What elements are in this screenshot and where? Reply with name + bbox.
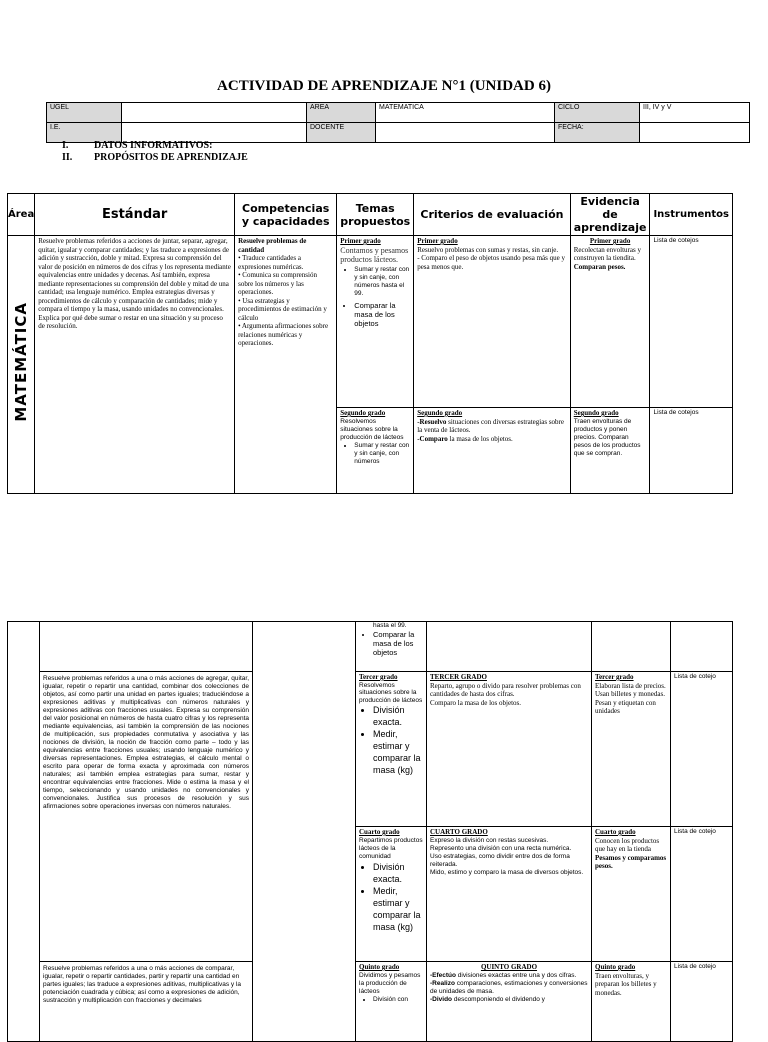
tema-quinto-cell xyxy=(356,962,427,1042)
tema-item: • Medir, estimar y comparar la masa (kg) xyxy=(373,728,423,776)
tema-text: Dividimos y pesamos la producción de lácteos xyxy=(359,971,421,995)
evidencia-text: Recolectan envolturas y construyen la tiendita. xyxy=(573,245,641,262)
instrumento-cont-cell xyxy=(671,622,733,672)
grado-label: Cuarto grado xyxy=(595,828,636,836)
header-competencias: Competencias y capacidades xyxy=(235,194,337,236)
competencia-item: • Comunica su comprensión sobre los números y las operaciones. xyxy=(238,271,317,296)
grado-label: Segundo grado xyxy=(573,409,619,417)
page-title: ACTIVIDAD DE APRENDIZAJE N°1 (UNIDAD 6) xyxy=(217,78,551,94)
competencia-item: • Usa estrategias y procedimientos de estimación y cálculo xyxy=(238,296,327,322)
header-criterios: Criterios de evaluación xyxy=(414,194,571,236)
criterio-item: Resuelvo problemas con sumas y restas, sin canje. xyxy=(417,245,559,254)
evidencia-cuarto-cell xyxy=(592,827,671,962)
evidencia-cont-cell xyxy=(592,622,671,672)
grado-label: Cuarto grado xyxy=(359,828,400,836)
ugel-label: UGEL xyxy=(47,103,122,123)
tema-text: Repartimos productos lácteos de la comunidad xyxy=(359,836,423,860)
tema-item: • División con xyxy=(373,996,423,1004)
instrumento-quinto-cell: Lista de cotejo xyxy=(671,962,733,1042)
instrumento-primer-cell: Lista de cotejos xyxy=(650,236,733,408)
criterio-item: -Efectúo divisiones exactas entre una y dos cifras. xyxy=(430,971,577,979)
evidencia-bold: Pesamos y comparamos pesos. xyxy=(595,853,667,870)
tema-text: Contamos y pesamos productos lácteos. xyxy=(340,245,409,264)
grado-label: Tercer grado xyxy=(359,673,398,681)
header-instrumentos: Instrumentos xyxy=(650,194,733,236)
criterio-title: CUARTO GRADO xyxy=(430,828,488,836)
instrumento-cuarto-cell: Lista de cotejo xyxy=(671,827,733,962)
ciclo-value: III, IV y V xyxy=(640,103,750,123)
criterio-item: Represento una división con una recta numérica. xyxy=(430,844,572,852)
criterio-item: Uso estrategias, como dividir entre dos de forma reiterada. xyxy=(430,852,570,868)
criterio-segundo-cell xyxy=(414,408,571,494)
section-list xyxy=(62,140,248,164)
tema-item: • Medir, estimar y comparar la masa (kg) xyxy=(373,885,423,933)
ie-label: I.E. xyxy=(47,123,122,143)
area-value: MATEMATICA xyxy=(376,103,555,123)
grado-label: Segundo grado xyxy=(417,409,463,417)
section-item: II. PROPÓSITOS DE APRENDIZAJE xyxy=(62,152,248,163)
criterio-cuarto-cell xyxy=(427,827,592,962)
instrumento-tercer-cell: Lista de cotejo xyxy=(671,672,733,827)
propositos-table xyxy=(7,193,733,494)
criterio-title: TERCER GRADO xyxy=(430,673,487,681)
evidencia-text: Conocen los productos que hay en la tienda xyxy=(595,836,660,853)
tema-item: • Sumar y restar con y sin canje, con números xyxy=(354,442,410,466)
grado-label: Primer grado xyxy=(589,237,631,245)
estandar-cell: Resuelve problemas referidos a acciones de juntar, separar, agregar, quitar, igualar y comparar cantidades; y las traduce a expresiones de adición y sustracción, doble y mitad. Expresa su comprensión del valor de posición en números de dos cifras y los representa mediante equivalencias entre unidades y decenas. Así también, expresa mediante representaciones su comprensión del doble y mitad de una cantidad; usa lenguaje numérico. Emplea estrategias diversas y procedimientos de cálculo y comparación de cantidades; mide y compara el tiempo y la masa, usando unidades no convencionales. Explica por qué debe sumar o restar en una situación y su proceso de resolución. xyxy=(35,236,235,494)
fecha-value xyxy=(640,123,750,143)
header-evidencia: Evidencia de aprendizaje xyxy=(570,194,650,236)
criterio-item: - Comparo el peso de objetos usando pesa más que y pesa menos que. xyxy=(417,254,565,271)
tema-text: Resolvemos situaciones sobre la producción de lácteos xyxy=(340,417,404,441)
criterio-item: Expreso la división con restas sucesivas. xyxy=(430,836,549,844)
tema-segundo-cell xyxy=(337,408,414,494)
evidencia-tercer-cell xyxy=(592,672,671,827)
tema-item: • Comparar la masa de los objetos xyxy=(354,301,410,328)
propositos-table-cont xyxy=(7,621,733,1042)
tema-cont-cell xyxy=(356,622,427,672)
tema-fragment: hasta el 99. xyxy=(373,622,407,629)
evidencia-segundo-cell xyxy=(570,408,650,494)
criterio-item: Mido, estimo y comparo la masa de diversos objetos. xyxy=(430,868,584,876)
evidencia-text: Elaboran lista de precios. Usan billetes y monedas. Pesan y etiquetan con unidades xyxy=(595,681,666,715)
area-cell xyxy=(8,236,35,494)
criterio-item: -Realizo comparaciones, estimaciones y conversiones de unidades de masa. xyxy=(430,979,588,995)
section-item: I. DATOS INFORMATIVOS: xyxy=(62,140,213,151)
estandar-cell-cont xyxy=(40,622,253,672)
tema-text: Resolvemos situaciones sobre la producción de lácteos xyxy=(359,681,423,704)
competencia-item: • Argumenta afirmaciones sobre relaciones numéricas y operaciones. xyxy=(238,322,329,347)
area-label-vertical: MATEMÁTICA xyxy=(12,302,31,422)
tema-tercer-cell xyxy=(356,672,427,827)
area-cell-cont xyxy=(8,622,40,1042)
docente-value xyxy=(376,123,555,143)
criterio-item: Reparto, agrupo o divido para resolver problemas con cantidades de hasta dos cifras. xyxy=(430,681,581,698)
instrumento-segundo-cell: Lista de cotejos xyxy=(650,408,733,494)
grado-label: Tercer grado xyxy=(595,673,634,681)
tema-item: • Comparar la masa de los objetos xyxy=(373,630,423,657)
criterio-primer-cell xyxy=(414,236,571,408)
estandar3-cell: Resuelve problemas referidos a una o más acciones de comparar, igualar, repetir o repartir cantidades, partir y repartir una cantidad en partes iguales; las traduce a expresiones aditivas, multiplicativas y la potenciación cuadrada y cúbica; así como a expresiones de adición, sustracción y multiplicación con fracciones y decimales xyxy=(40,962,253,1042)
criterio-item: -Divido descomponiendo el dividendo y xyxy=(430,995,545,1003)
tema-cuarto-cell xyxy=(356,827,427,962)
grado-label: Segundo grado xyxy=(340,409,386,417)
ugel-value xyxy=(122,103,307,123)
tema-item: • División exacta. xyxy=(373,861,423,885)
evidencia-quinto-cell xyxy=(592,962,671,1042)
area-label: AREA xyxy=(307,103,376,123)
competencia-title: Resuelve problemas de cantidad xyxy=(238,237,307,254)
ciclo-label: CICLO xyxy=(555,103,640,123)
docente-label: DOCENTE xyxy=(307,123,376,143)
criterio-item: -Resuelvo situaciones con diversas estrategias sobre la venta de lácteos. xyxy=(417,417,564,434)
header-estandar: Estándar xyxy=(35,194,235,236)
tema-primer-cell xyxy=(337,236,414,408)
header-area: Área xyxy=(8,194,35,236)
grado-label: Primer grado xyxy=(340,237,381,245)
evidencia-text: Traen envolturas de productos y ponen precios. Comparan pesos de los productos que se compran. xyxy=(573,417,641,457)
criterio-cont-cell xyxy=(427,622,592,672)
grado-label: Quinto grado xyxy=(595,963,636,971)
competencias-cell-cont xyxy=(253,622,356,1042)
evidencia-text: Traen envolturas, y preparan los billetes y monedas. xyxy=(595,971,657,997)
fecha-label: FECHA: xyxy=(555,123,640,143)
criterio-item: -Comparo la masa de los objetos. xyxy=(417,434,513,443)
evidencia-bold: Comparan pesos. xyxy=(573,262,626,271)
evidencia-primer-cell xyxy=(570,236,650,408)
competencias-cell xyxy=(235,236,337,494)
header-temas: Temas propuestos xyxy=(337,194,414,236)
tema-item: • Sumar y restar con y sin canje, con números hasta el 99. xyxy=(354,266,410,298)
criterio-quinto-cell xyxy=(427,962,592,1042)
info-table xyxy=(46,102,750,143)
grado-label: Primer grado xyxy=(417,237,458,245)
tema-item: • División exacta. xyxy=(373,704,423,728)
estandar2-cell: Resuelve problemas referidos a una o más acciones de agregar, quitar, igualar, repetir o repartir una cantidad, combinar dos colecciones de objetos, así como partir una unidad en partes iguales; traduciéndose a expresiones aditivas y multiplicativas con números naturales y expresiones aditivas con fracciones usuales. Expresa su comprensión del valor posicional en números de hasta cuatro cifras y los representa mediante equivalencias, así también la comprensión de las nociones de multiplicación, sus propiedades conmutativa y asociativa y las nociones de división, la noción de fracción como parte – todo y las equivalencias entre fracciones usuales; usando lenguaje numérico y diversas representaciones. Emplea estrategias, el cálculo mental o escrito para operar de forma exacta y aproximada con números naturales; así también emplea estrategias para sumar, restar y encontrar equivalencias entre fracciones. Mide o estima la masa y el tiempo, seleccionando y usando unidades no convencionales y convencionales. Justifica sus procesos de resolución y sus afirmaciones sobre operaciones inversas con números naturales. xyxy=(40,672,253,962)
criterio-title: QUINTO GRADO xyxy=(480,963,538,971)
grado-label: Quinto grado xyxy=(359,963,400,971)
criterio-tercer-cell xyxy=(427,672,592,827)
competencia-item: • Traduce cantidades a expresiones numéricas. xyxy=(238,254,304,271)
criterio-item: Comparo la masa de los objetos. xyxy=(430,698,521,707)
